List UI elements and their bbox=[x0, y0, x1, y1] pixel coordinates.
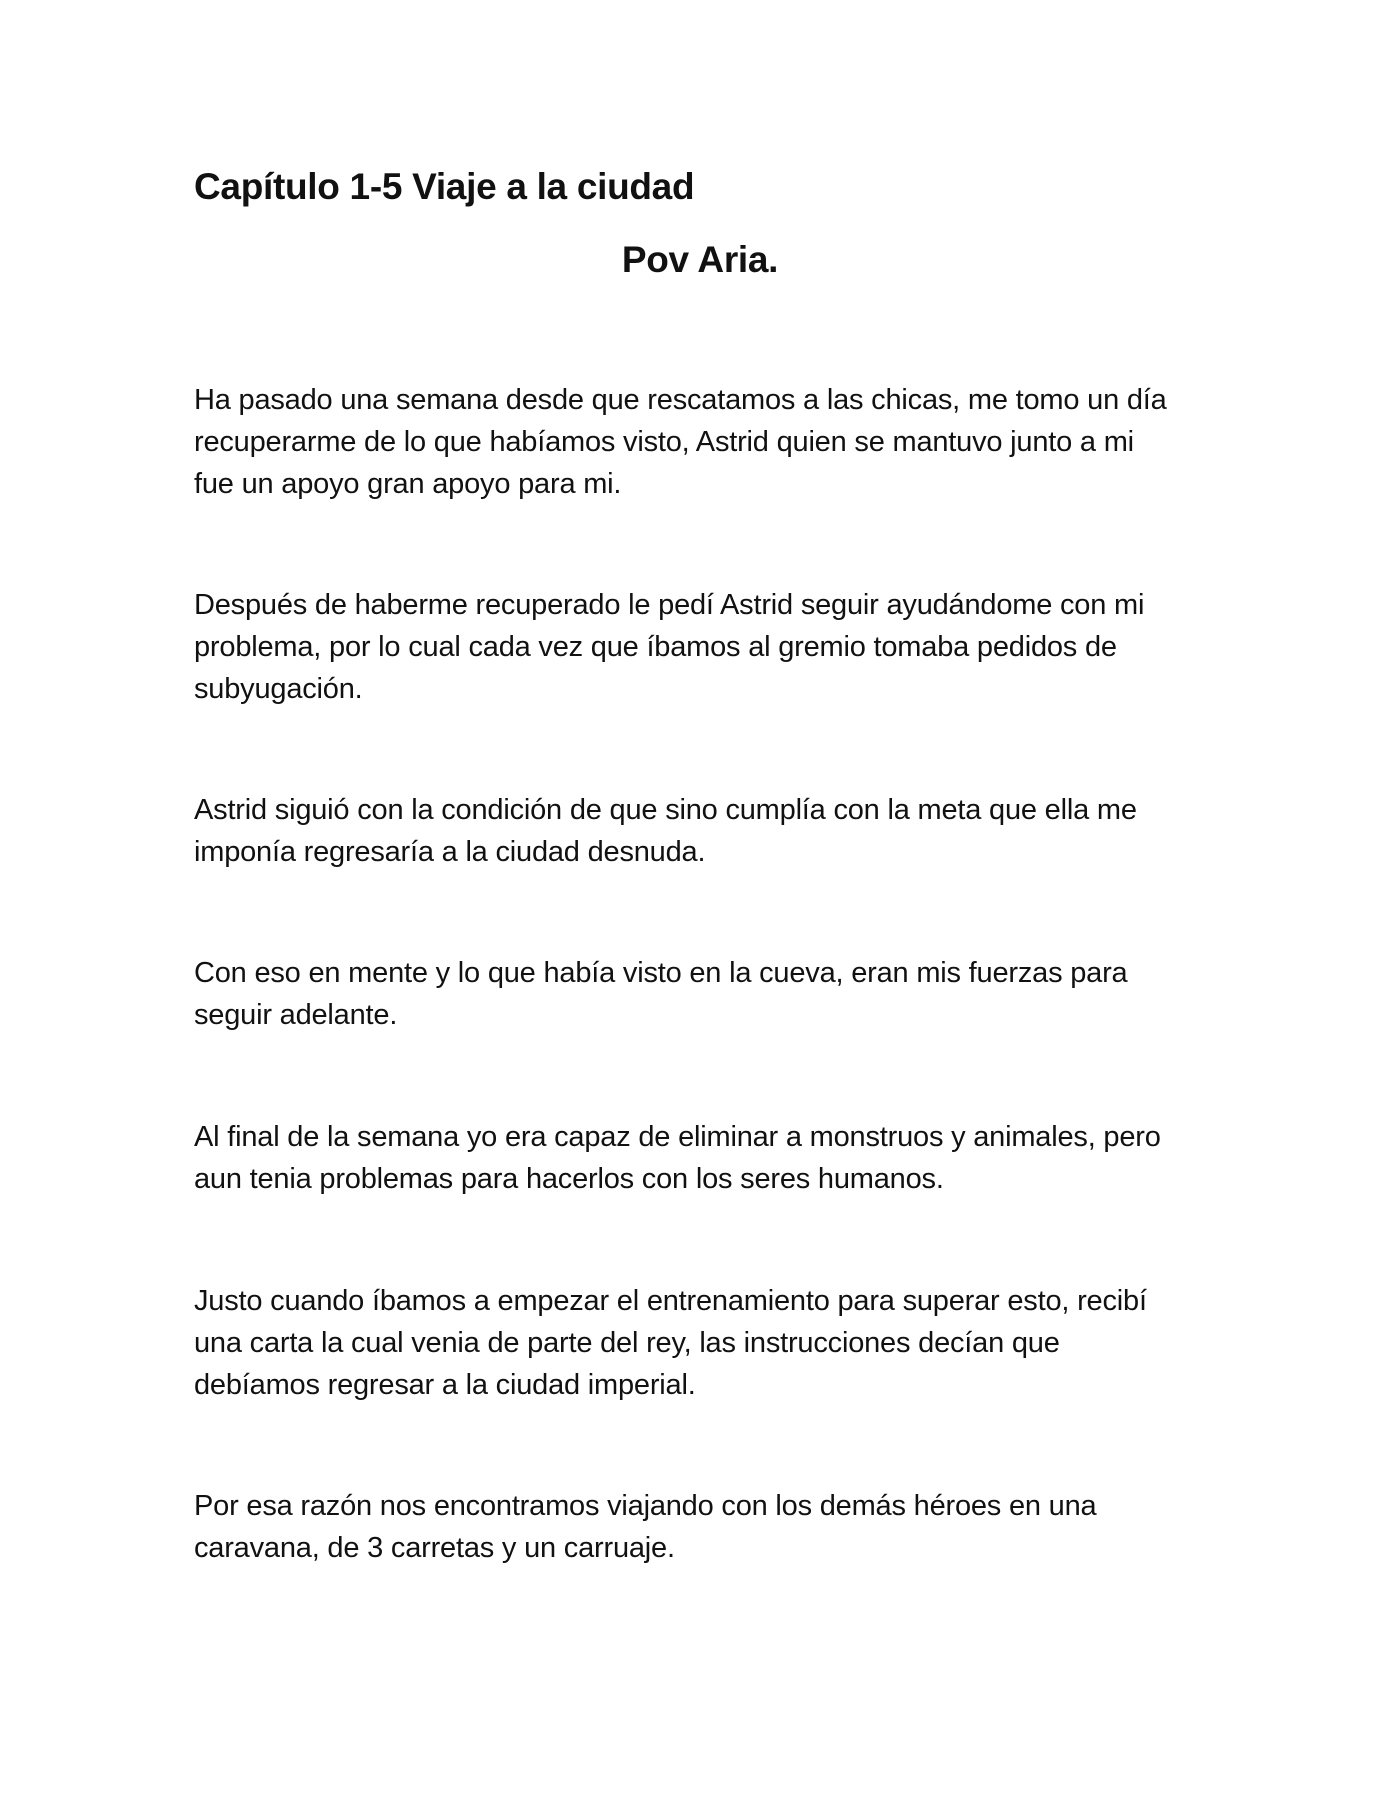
text-line: recuperarme de lo que habíamos visto, Astrid quien se mantuvo junto a mi bbox=[194, 426, 1134, 458]
paragraph bbox=[194, 1116, 1204, 1200]
paragraph bbox=[194, 952, 1204, 1036]
text-line: subyugación. bbox=[194, 673, 363, 705]
text-line: Astrid siguió con la condición de que sino cumplía con la meta que ella me bbox=[194, 794, 1137, 826]
text-line: aun tenia problemas para hacerlos con los seres humanos. bbox=[194, 1163, 944, 1195]
text-line: Después de haberme recuperado le pedí Astrid seguir ayudándome con mi bbox=[194, 589, 1145, 621]
paragraph bbox=[194, 789, 1204, 873]
text-line: caravana, de 3 carretas y un carruaje. bbox=[194, 1532, 675, 1564]
text-line: Al final de la semana yo era capaz de eliminar a monstruos y animales, pero bbox=[194, 1121, 1161, 1153]
text-line: Por esa razón nos encontramos viajando con los demás héroes en una bbox=[194, 1490, 1097, 1522]
text-line: fue un apoyo gran apoyo para mi. bbox=[194, 468, 622, 500]
paragraph bbox=[194, 1280, 1204, 1406]
chapter-title: Capítulo 1-5 Viaje a la ciudad bbox=[194, 166, 695, 207]
text-line: Ha pasado una semana desde que rescatamos a las chicas, me tomo un día bbox=[194, 384, 1167, 416]
paragraph bbox=[194, 584, 1204, 710]
text-line: Con eso en mente y lo que había visto en la cueva, eran mis fuerzas para bbox=[194, 957, 1128, 989]
text-line: problema, por lo cual cada vez que íbamos al gremio tomaba pedidos de bbox=[194, 631, 1117, 663]
paragraph bbox=[194, 1485, 1204, 1569]
text-line: seguir adelante. bbox=[194, 999, 398, 1031]
text-line: Justo cuando íbamos a empezar el entrenamiento para superar esto, recibí bbox=[194, 1285, 1147, 1317]
text-line: una carta la cual venia de parte del rey, las instrucciones decían que bbox=[194, 1327, 1060, 1359]
paragraph bbox=[194, 379, 1204, 505]
text-line: imponía regresaría a la ciudad desnuda. bbox=[194, 836, 706, 868]
pov-heading: Pov Aria. bbox=[621, 239, 779, 280]
text-line: debíamos regresar a la ciudad imperial. bbox=[194, 1369, 696, 1401]
